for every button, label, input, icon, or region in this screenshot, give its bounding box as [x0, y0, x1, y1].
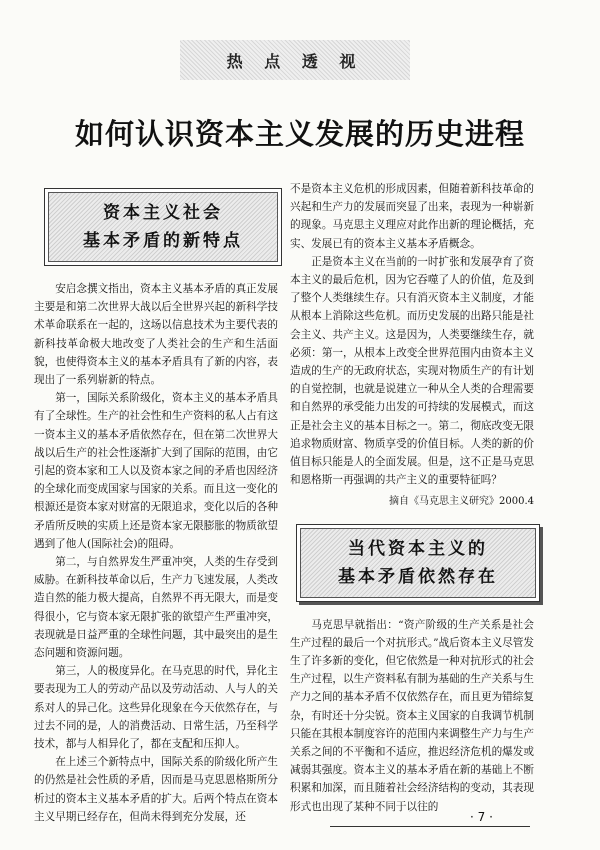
section-heading-box-2: [296, 524, 540, 602]
section-heading-1-line2: 基本矛盾的新特点: [83, 231, 243, 251]
paragraph: 不是资本主义危机的形成因素，但随着新科技革命的兴起和生产力的发展而突显了出来，表现为一种崭新的现象。马克思主义理应对此作出新的理论概括，充实、发展已有的资本主义基本矛盾概念。: [290, 183, 534, 250]
section-heading-box-1: [44, 188, 282, 266]
left-column: [34, 180, 278, 826]
paragraph: 第一，国际关系阶级化，资本主义的基本矛盾具有了全球性。生产的社会性和生产资料的私人占有这一资本主义的基本矛盾依然存在，但在第二次世界大战以后生产的社会性逐渐扩大到了国际的范围，由它引起的资本家和工人以及资本家之间的矛盾也因经济的全球化而变成国家与国家的关系。而且这一变化的根源还是资本家对财富的无限追求，变化以后的各种矛盾所反映的实质上还是资本家无限膨胀的物质欲望遇到了他人(国际社会)的阻碍。: [34, 392, 278, 550]
paragraph: 安启念撰文指出，资本主义基本矛盾的真正发展主要是和第二次世界大战以后全世界兴起的新科学技术革命联系在一起的，这场以信息技术为主要代表的新科技革命极大地改变了人类社会的生产和生活面貌，也使得资本主义的基本矛盾具有了新的内容，表现出了一系列崭新的特点。: [34, 283, 278, 387]
article-title: 如何认识资本主义发展的历史进程: [74, 117, 525, 151]
section-header-band: [180, 40, 410, 80]
paragraph: 马克思早就指出：“资产阶级的生产关系是社会生产过程的最后一个对抗形式。”战后资本主义尽管发生了许多新的变化，但它依然是一种对抗形式的社会生产过程，以生产资料私有制为基础的生产关系与生产力之间的基本矛盾不仅依然存在，而且更为错综复杂，有时还十分尖锐。资本主义国家的自我调节机制只能在其根本制度容许的范围内来调整生产力与生产关系之间的不平衡和不适应，推迟经济危机的爆发或减弱其强度。资本主义的基本矛盾在新的基础上不断积累和加深，而且随着社会经济结构的变动，其表现形式也出现了某种不同于以往的: [290, 618, 534, 813]
section-heading-2-line2: 基本矛盾依然存在: [338, 566, 498, 587]
section-header-label: 热 点 透 视: [226, 51, 364, 71]
source-citation: 摘自《马克思主义研究》2000.4: [389, 496, 534, 508]
section-heading-1-line1: 资本主义社会: [103, 203, 223, 223]
paragraph: 第三，人的极度异化。在马克思的时代，异化主要表现为工人的劳动产品以及劳动活动、人与人的关系对人的异己化。这些异化现象在今天依然存在，与过去不同的是，人的消费活动、日常生活，乃至科学技术，都与人相异化了，都在支配和压抑人。: [34, 665, 278, 751]
paragraph: 在上述三个新特点中，国际关系的阶级化所产生的仍然是社会性质的矛盾，因而是马克思恩格斯所分析过的资本主义基本矛盾的扩大。后两个特点在资本主义早期已经存在，但尚未得到充分发展，还: [34, 756, 278, 823]
paragraph: 正是资本主义在当前的一时扩张和发展孕育了资本主义的最后危机，因为它吞噬了人的价值，危及到了整个人类继续生存。只有消灭资本主义制度，才能从根本上消除这些危机。而历史发展的出路只能是社会主义、共产主义。这是因为，人类要继续生存，就必须：第一，从根本上改变全世界范围内由资本主义造成的生产的无政府状态，实现对物质生产的有计划的自觉控制，也就是说建立一种从全人类的合理需要和自然界的承受能力出发的可持续的发展模式，而这正是社会主义的基本目标之一。第二，彻底改变无限追求物质财富、物质享受的价值目标。人类的新的价值目标只能是人的全面发展。但是，这不正是马克思和恩格斯一再强调的共产主义的重要特征吗？: [290, 255, 534, 487]
right-column: [290, 180, 534, 816]
footer-rule: [330, 826, 530, 827]
page-number: · 7 ·: [470, 810, 493, 824]
section-heading-2-line1: 当代资本主义的: [348, 538, 488, 559]
paragraph: 第二，与自然界发生严重冲突，人类的生存受到威胁。在新科技革命以后，生产力飞速发展，人类改造自然的能力极大提高，自然界不再无限大，而是变得很小，它与资本家无限扩张的欲望产生严重冲突，表现就是日益严重的全球性问题，其中最突出的是生态问题和资源问题。: [34, 556, 278, 660]
